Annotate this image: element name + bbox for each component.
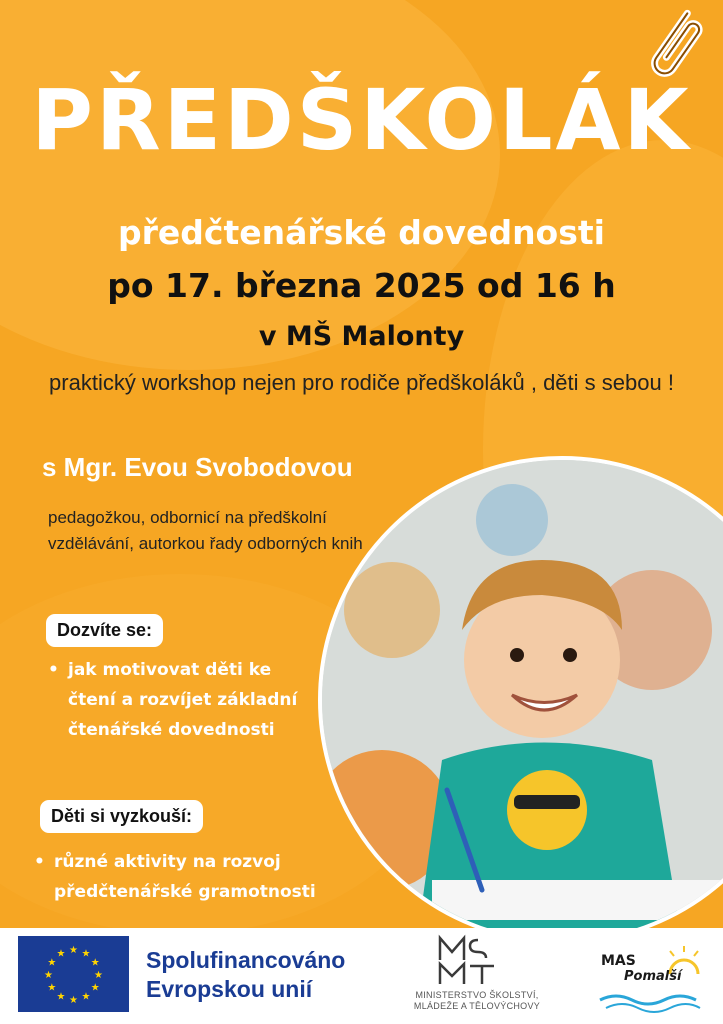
svg-text:★: ★ <box>47 957 57 969</box>
svg-text:★: ★ <box>94 970 103 981</box>
background-shape <box>0 0 500 370</box>
learn-list <box>48 656 298 745</box>
workshop-description: praktický workshop nejen pro rodiče předškoláků , děti s sebou ! <box>49 370 674 395</box>
svg-text:★: ★ <box>47 982 57 994</box>
msmt-text-line: MINISTERSTVO ŠKOLSTVÍ, <box>415 990 539 1000</box>
msmt-logo <box>432 932 510 988</box>
list-item: • různé aktivity na rozvoj předčtenářské gramotnosti <box>34 848 374 908</box>
svg-text:★: ★ <box>90 957 100 969</box>
msmt-text <box>392 990 562 1013</box>
section-heading-learn: Dozvíte se: <box>46 614 163 647</box>
svg-text:★: ★ <box>90 982 100 994</box>
section-heading-kids: Děti si vyzkouší: <box>40 800 203 833</box>
svg-text:★: ★ <box>56 948 66 960</box>
svg-text:★: ★ <box>81 991 91 1003</box>
eu-text-line: Evropskou unií <box>146 975 313 1002</box>
msmt-text-line: MLÁDEŽE A TĚLOVÝCHOVY <box>413 1001 541 1012</box>
eu-text-line: Spolufinancováno <box>146 947 346 973</box>
eu-cofinanced-text <box>146 946 345 1004</box>
speaker-name: s Mgr. Evou Svobodovou <box>42 452 353 482</box>
event-date: po 17. března 2025 od 16 h <box>107 266 616 305</box>
speaker-description: pedagožkou, odbornicí na předškolní vzdělávání, autorkou řady odborných knih <box>48 508 363 554</box>
svg-text:★: ★ <box>69 945 78 956</box>
svg-text:★: ★ <box>44 970 53 981</box>
footer <box>0 928 723 1024</box>
svg-text:★: ★ <box>69 995 78 1006</box>
mas-text: MAS <box>601 953 636 969</box>
kids-list <box>34 848 374 908</box>
poster-title: PŘEDŠKOLÁK <box>31 71 692 169</box>
event-place: v MŠ Malonty <box>258 321 465 352</box>
mas-text: Pomalší <box>624 969 682 984</box>
poster-subtitle: předčtenářské dovednosti <box>118 213 605 252</box>
list-item: • jak motivovat děti ke čtení a rozvíjet základní čtenářské dovednosti <box>48 656 298 745</box>
eu-flag-icon <box>18 936 129 1012</box>
svg-text:★: ★ <box>81 948 91 960</box>
svg-text:★: ★ <box>56 991 66 1003</box>
